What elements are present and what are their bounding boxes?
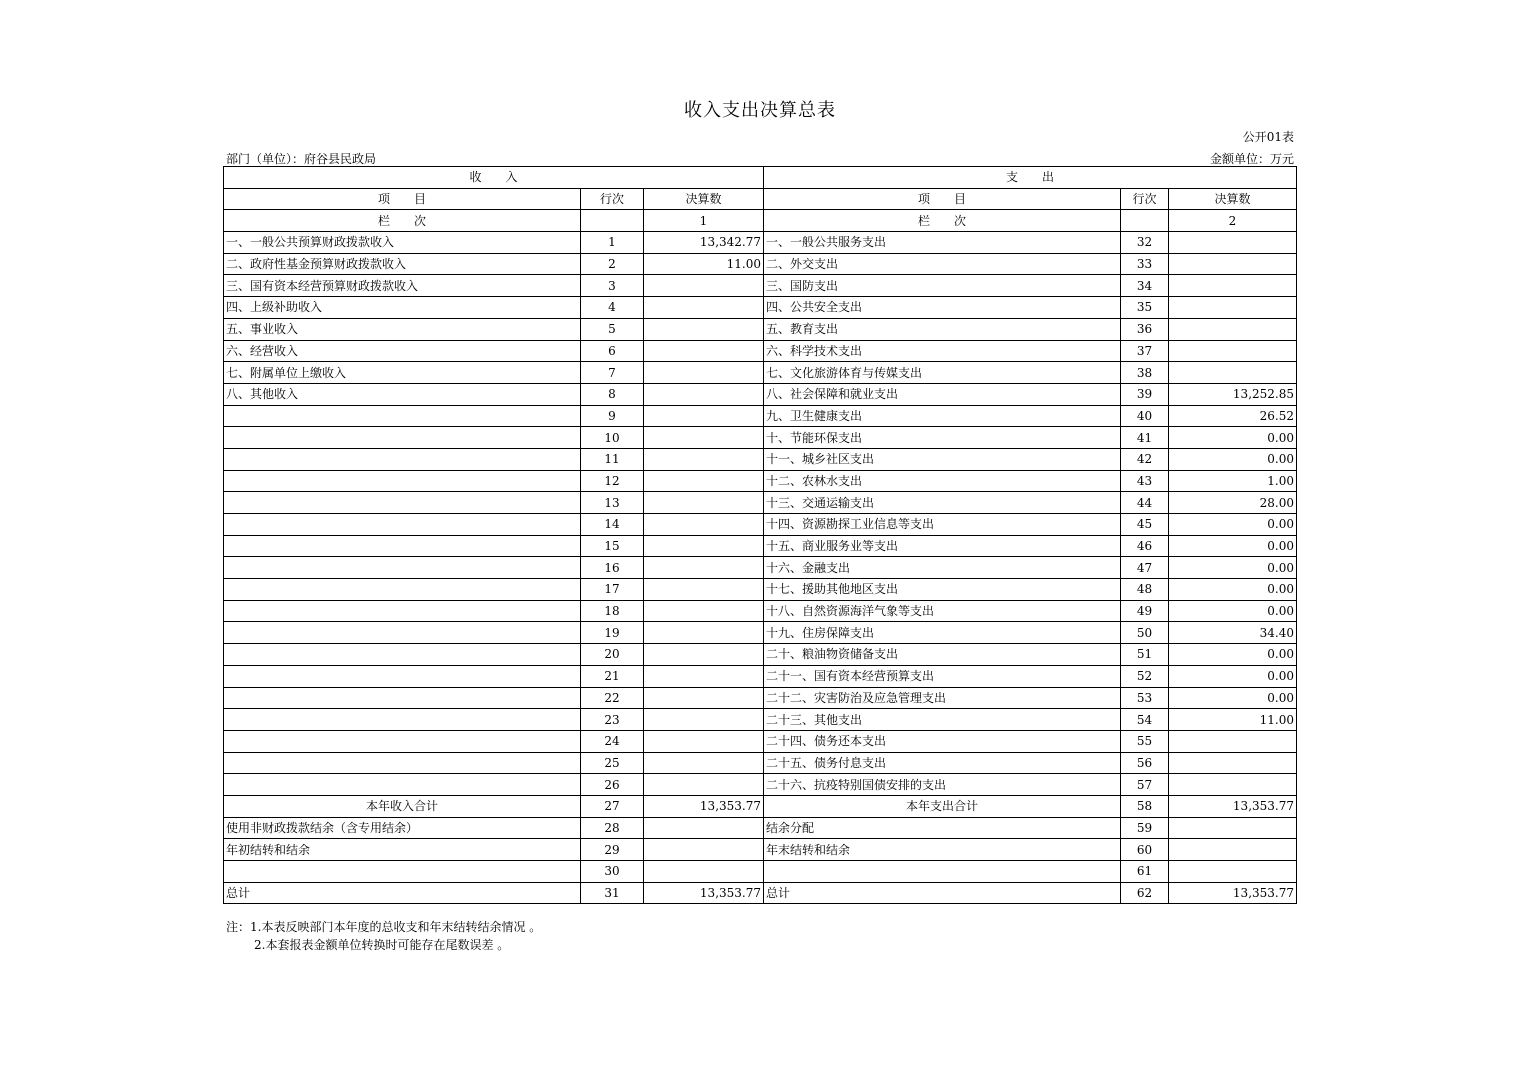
income-summary-item-cell: 使用非财政拨款结余（含专用结余） [224, 817, 581, 839]
summary-row [224, 882, 1297, 904]
expense-row-no-cell: 32 [1121, 232, 1169, 254]
expense-amount-cell: 26.52 [1169, 405, 1297, 427]
form-number: 公开01表 [1242, 130, 1294, 144]
expense-item-cell: 八、社会保障和就业支出 [764, 383, 1121, 405]
expense-amount-cell [1169, 730, 1297, 752]
table-row [224, 362, 1297, 384]
income-amount-cell [644, 514, 764, 536]
expense-item-cell: 五、教育支出 [764, 318, 1121, 340]
income-amount-header: 决算数 [644, 188, 764, 210]
table-row [224, 709, 1297, 731]
income-item-cell: 八、其他收入 [224, 383, 581, 405]
income-amount-cell [644, 318, 764, 340]
expense-summary-row-no-cell: 61 [1121, 861, 1169, 883]
income-summary-amount-cell [644, 839, 764, 861]
table-row [224, 600, 1297, 622]
expense-row-no-cell: 47 [1121, 557, 1169, 579]
expense-summary-amount-cell [1169, 861, 1297, 883]
income-row-no-cell: 7 [581, 362, 644, 384]
footnote-1: 注：1.本表反映部门本年度的总收支和年末结转结余情况 。 [226, 920, 542, 934]
income-amount-cell [644, 340, 764, 362]
expense-row-no-cell: 48 [1121, 579, 1169, 601]
income-item-cell [224, 514, 581, 536]
income-section-header: 收 入 [224, 167, 764, 189]
budget-summary-table [223, 166, 1297, 904]
income-amount-cell [644, 557, 764, 579]
income-item-cell [224, 535, 581, 557]
expense-item-cell: 十、节能环保支出 [764, 427, 1121, 449]
expense-item-cell: 一、一般公共服务支出 [764, 232, 1121, 254]
expense-item-cell: 二十、粮油物资储备支出 [764, 644, 1121, 666]
expense-amount-cell [1169, 232, 1297, 254]
department-label: 部门（单位）：府谷县民政局 [226, 152, 377, 166]
expense-row-no-cell: 38 [1121, 362, 1169, 384]
expense-amount-cell: 0.00 [1169, 644, 1297, 666]
expense-item-cell: 二、外交支出 [764, 253, 1121, 275]
expense-row-no-cell: 46 [1121, 535, 1169, 557]
section-header-row [224, 167, 1297, 189]
expense-item-cell: 六、科学技术支出 [764, 340, 1121, 362]
income-item-cell [224, 730, 581, 752]
expense-amount-cell: 0.00 [1169, 687, 1297, 709]
expense-item-cell: 十六、金融支出 [764, 557, 1121, 579]
expense-column-label: 栏 次 [764, 210, 1121, 232]
income-item-cell [224, 448, 581, 470]
expense-item-cell: 十一、城乡社区支出 [764, 448, 1121, 470]
expense-amount-cell: 0.00 [1169, 557, 1297, 579]
income-row-no-cell: 15 [581, 535, 644, 557]
income-item-cell [224, 774, 581, 796]
income-item-cell [224, 492, 581, 514]
income-amount-cell [644, 362, 764, 384]
expense-item-cell: 十五、商业服务业等支出 [764, 535, 1121, 557]
expense-item-cell: 二十三、其他支出 [764, 709, 1121, 731]
income-amount-cell [644, 774, 764, 796]
income-amount-cell [644, 383, 764, 405]
income-row-no-cell: 9 [581, 405, 644, 427]
expense-amount-cell [1169, 275, 1297, 297]
table-row [224, 730, 1297, 752]
expense-item-cell: 十八、自然资源海洋气象等支出 [764, 600, 1121, 622]
summary-row [224, 795, 1297, 817]
income-summary-row-no-cell: 28 [581, 817, 644, 839]
income-column-blank [581, 210, 644, 232]
expense-amount-cell: 0.00 [1169, 535, 1297, 557]
income-row-no-cell: 19 [581, 622, 644, 644]
income-row-no-cell: 16 [581, 557, 644, 579]
summary-row [224, 817, 1297, 839]
table-row [224, 774, 1297, 796]
income-row-no-cell: 6 [581, 340, 644, 362]
income-item-cell [224, 470, 581, 492]
expense-column-number: 2 [1169, 210, 1297, 232]
income-summary-amount-cell [644, 817, 764, 839]
expense-item-cell: 十七、援助其他地区支出 [764, 579, 1121, 601]
table-row [224, 492, 1297, 514]
income-summary-row-no-cell: 29 [581, 839, 644, 861]
income-row-no-cell: 20 [581, 644, 644, 666]
income-row-no-cell: 4 [581, 297, 644, 319]
income-item-cell [224, 557, 581, 579]
income-amount-cell [644, 297, 764, 319]
expense-row-no-cell: 54 [1121, 709, 1169, 731]
expense-item-cell: 二十五、债务付息支出 [764, 752, 1121, 774]
income-amount-cell [644, 579, 764, 601]
income-row-no-cell: 10 [581, 427, 644, 449]
expense-summary-item-cell: 年末结转和结余 [764, 839, 1121, 861]
income-amount-cell [644, 687, 764, 709]
income-amount-cell [644, 730, 764, 752]
income-row-no-cell: 17 [581, 579, 644, 601]
expense-amount-cell [1169, 297, 1297, 319]
income-row-no-cell: 12 [581, 470, 644, 492]
income-row-no-cell: 23 [581, 709, 644, 731]
footnote-2: 2.本套报表金额单位转换时可能存在尾数误差 。 [254, 938, 510, 952]
income-row-no-cell: 2 [581, 253, 644, 275]
income-row-no-cell: 11 [581, 448, 644, 470]
table-row [224, 340, 1297, 362]
expense-row-no-cell: 40 [1121, 405, 1169, 427]
table-row [224, 297, 1297, 319]
table-row [224, 405, 1297, 427]
expense-summary-row-no-cell: 60 [1121, 839, 1169, 861]
expense-item-cell: 九、卫生健康支出 [764, 405, 1121, 427]
table-row [224, 579, 1297, 601]
expense-row-no-cell: 36 [1121, 318, 1169, 340]
expense-row-no-cell: 45 [1121, 514, 1169, 536]
expense-item-cell: 四、公共安全支出 [764, 297, 1121, 319]
expense-amount-cell [1169, 318, 1297, 340]
table-row [224, 383, 1297, 405]
income-summary-amount-cell [644, 861, 764, 883]
expense-item-cell: 十四、资源勘探工业信息等支出 [764, 514, 1121, 536]
expense-item-cell: 十二、农林水支出 [764, 470, 1121, 492]
income-amount-cell [644, 448, 764, 470]
income-item-cell [224, 600, 581, 622]
income-item-cell [224, 427, 581, 449]
expense-amount-header: 决算数 [1169, 188, 1297, 210]
income-amount-cell [644, 752, 764, 774]
expense-row-no-cell: 34 [1121, 275, 1169, 297]
income-summary-item-cell: 本年收入合计 [224, 795, 581, 817]
expense-row-no-header: 行次 [1121, 188, 1169, 210]
income-amount-cell [644, 492, 764, 514]
expense-amount-cell: 0.00 [1169, 427, 1297, 449]
expense-summary-item-cell: 结余分配 [764, 817, 1121, 839]
column-header-row [224, 188, 1297, 210]
expense-column-blank [1121, 210, 1169, 232]
income-item-cell [224, 622, 581, 644]
expense-row-no-cell: 55 [1121, 730, 1169, 752]
expense-amount-cell [1169, 340, 1297, 362]
expense-item-cell: 十三、交通运输支出 [764, 492, 1121, 514]
expense-item-cell: 二十四、债务还本支出 [764, 730, 1121, 752]
income-item-cell [224, 709, 581, 731]
expense-item-cell: 三、国防支出 [764, 275, 1121, 297]
column-number-row [224, 210, 1297, 232]
income-amount-cell: 11.00 [644, 253, 764, 275]
income-item-cell: 三、国有资本经营预算财政拨款收入 [224, 275, 581, 297]
income-item-cell [224, 687, 581, 709]
expense-summary-row-no-cell: 59 [1121, 817, 1169, 839]
expense-row-no-cell: 37 [1121, 340, 1169, 362]
expense-amount-cell: 28.00 [1169, 492, 1297, 514]
income-column-number: 1 [644, 210, 764, 232]
expense-summary-amount-cell [1169, 839, 1297, 861]
table-row [224, 232, 1297, 254]
income-row-no-cell: 1 [581, 232, 644, 254]
expense-item-cell: 七、文化旅游体育与传媒支出 [764, 362, 1121, 384]
income-amount-cell [644, 275, 764, 297]
footnotes [226, 918, 541, 954]
income-row-no-cell: 26 [581, 774, 644, 796]
expense-row-no-cell: 43 [1121, 470, 1169, 492]
income-row-no-cell: 3 [581, 275, 644, 297]
summary-row [224, 861, 1297, 883]
income-summary-row-no-cell: 30 [581, 861, 644, 883]
income-summary-amount-cell: 13,353.77 [644, 882, 764, 904]
expense-row-no-cell: 41 [1121, 427, 1169, 449]
expense-item-cell: 十九、住房保障支出 [764, 622, 1121, 644]
table-row [224, 557, 1297, 579]
table-row [224, 622, 1297, 644]
income-row-no-cell: 24 [581, 730, 644, 752]
income-row-no-cell: 5 [581, 318, 644, 340]
expense-amount-cell: 34.40 [1169, 622, 1297, 644]
expense-row-no-cell: 33 [1121, 253, 1169, 275]
expense-item-cell: 二十六、抗疫特别国债安排的支出 [764, 774, 1121, 796]
income-item-cell [224, 752, 581, 774]
table-row [224, 318, 1297, 340]
income-item-cell [224, 644, 581, 666]
income-item-cell: 七、附属单位上缴收入 [224, 362, 581, 384]
expense-row-no-cell: 42 [1121, 448, 1169, 470]
expense-row-no-cell: 44 [1121, 492, 1169, 514]
table-row [224, 535, 1297, 557]
expense-summary-item-cell: 本年支出合计 [764, 795, 1121, 817]
income-amount-cell [644, 622, 764, 644]
expense-summary-item-cell [764, 861, 1121, 883]
expense-row-no-cell: 52 [1121, 665, 1169, 687]
income-summary-item-cell: 总计 [224, 882, 581, 904]
table-row [224, 752, 1297, 774]
expense-amount-cell: 0.00 [1169, 514, 1297, 536]
expense-item-cell: 二十一、国有资本经营预算支出 [764, 665, 1121, 687]
income-amount-cell [644, 535, 764, 557]
expense-row-no-cell: 53 [1121, 687, 1169, 709]
expense-item-header: 项 目 [764, 188, 1121, 210]
expense-amount-cell: 0.00 [1169, 665, 1297, 687]
income-row-no-header: 行次 [581, 188, 644, 210]
income-summary-row-no-cell: 27 [581, 795, 644, 817]
income-item-cell: 四、上级补助收入 [224, 297, 581, 319]
table-row [224, 470, 1297, 492]
expense-amount-cell: 13,252.85 [1169, 383, 1297, 405]
income-amount-cell [644, 709, 764, 731]
income-item-header: 项 目 [224, 188, 581, 210]
expense-summary-amount-cell [1169, 817, 1297, 839]
income-amount-cell [644, 470, 764, 492]
expense-summary-row-no-cell: 58 [1121, 795, 1169, 817]
expense-summary-item-cell: 总计 [764, 882, 1121, 904]
income-amount-cell [644, 644, 764, 666]
summary-row [224, 839, 1297, 861]
income-amount-cell [644, 665, 764, 687]
table-row [224, 514, 1297, 536]
income-amount-cell [644, 600, 764, 622]
expense-section-header: 支 出 [764, 167, 1297, 189]
income-row-no-cell: 21 [581, 665, 644, 687]
expense-amount-cell: 0.00 [1169, 579, 1297, 601]
expense-amount-cell: 0.00 [1169, 600, 1297, 622]
income-item-cell [224, 665, 581, 687]
expense-amount-cell [1169, 774, 1297, 796]
expense-summary-row-no-cell: 62 [1121, 882, 1169, 904]
expense-amount-cell [1169, 362, 1297, 384]
income-item-cell [224, 405, 581, 427]
expense-summary-amount-cell: 13,353.77 [1169, 882, 1297, 904]
expense-row-no-cell: 35 [1121, 297, 1169, 319]
income-summary-amount-cell: 13,353.77 [644, 795, 764, 817]
amount-unit-label: 金额单位：万元 [1209, 152, 1294, 166]
expense-amount-cell [1169, 752, 1297, 774]
income-item-cell: 六、经营收入 [224, 340, 581, 362]
income-column-label: 栏 次 [224, 210, 581, 232]
expense-row-no-cell: 57 [1121, 774, 1169, 796]
income-summary-item-cell: 年初结转和结余 [224, 839, 581, 861]
expense-row-no-cell: 39 [1121, 383, 1169, 405]
expense-amount-cell: 11.00 [1169, 709, 1297, 731]
income-amount-cell [644, 405, 764, 427]
expense-row-no-cell: 49 [1121, 600, 1169, 622]
expense-amount-cell: 0.00 [1169, 448, 1297, 470]
income-row-no-cell: 22 [581, 687, 644, 709]
expense-amount-cell: 1.00 [1169, 470, 1297, 492]
income-item-cell: 五、事业收入 [224, 318, 581, 340]
expense-row-no-cell: 51 [1121, 644, 1169, 666]
income-row-no-cell: 25 [581, 752, 644, 774]
table-row [224, 275, 1297, 297]
income-item-cell: 一、一般公共预算财政拨款收入 [224, 232, 581, 254]
table-row [224, 427, 1297, 449]
income-row-no-cell: 8 [581, 383, 644, 405]
income-summary-row-no-cell: 31 [581, 882, 644, 904]
page-title: 收入支出决算总表 [684, 100, 836, 121]
table-row [224, 253, 1297, 275]
income-amount-cell: 13,342.77 [644, 232, 764, 254]
income-amount-cell [644, 427, 764, 449]
expense-item-cell: 二十二、灾害防治及应急管理支出 [764, 687, 1121, 709]
income-row-no-cell: 13 [581, 492, 644, 514]
income-summary-item-cell [224, 861, 581, 883]
expense-summary-amount-cell: 13,353.77 [1169, 795, 1297, 817]
table-row [224, 687, 1297, 709]
table-row [224, 448, 1297, 470]
table-row [224, 665, 1297, 687]
income-item-cell [224, 579, 581, 601]
expense-row-no-cell: 50 [1121, 622, 1169, 644]
table-row [224, 644, 1297, 666]
income-row-no-cell: 18 [581, 600, 644, 622]
income-row-no-cell: 14 [581, 514, 644, 536]
expense-row-no-cell: 56 [1121, 752, 1169, 774]
expense-amount-cell [1169, 253, 1297, 275]
income-item-cell: 二、政府性基金预算财政拨款收入 [224, 253, 581, 275]
